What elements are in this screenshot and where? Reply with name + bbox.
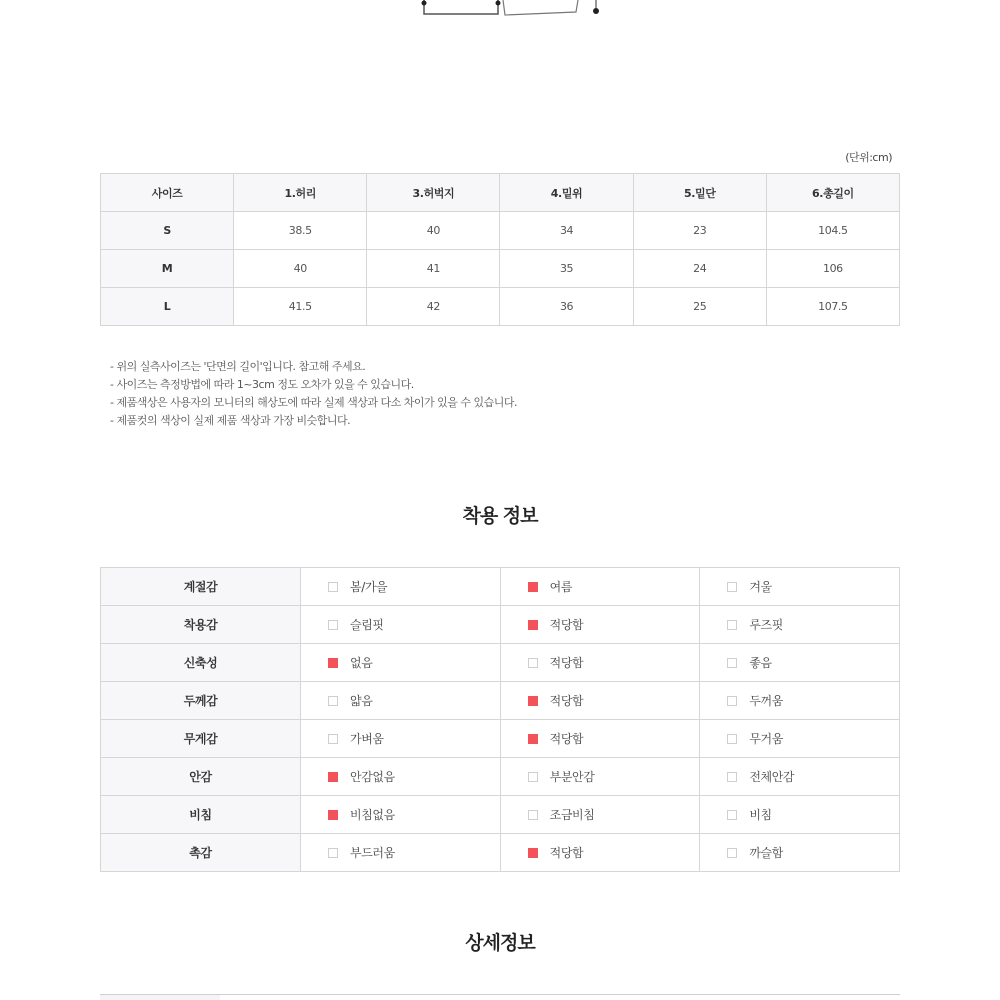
wear-option [500, 758, 700, 796]
unchecked-box-icon [328, 620, 338, 630]
wear-option-label: 적당함 [549, 656, 584, 670]
wear-option [700, 644, 900, 682]
wear-option-label: 안감없음 [350, 770, 395, 784]
wear-info-row [101, 796, 900, 834]
wear-option-label: 얇음 [350, 694, 373, 708]
wear-category-label: 두께감 [101, 682, 301, 720]
wear-info-row [101, 834, 900, 872]
size-cell: 104.5 [766, 212, 899, 250]
size-note: - 위의 실측사이즈는 '단면의 길이'입니다. 참고해 주세요. [110, 360, 366, 373]
unchecked-box-icon [727, 772, 737, 782]
unchecked-box-icon [328, 582, 338, 592]
size-row [101, 250, 900, 288]
size-note: - 제품색상은 사용자의 모니터의 해상도에 따라 실제 색상과 다소 차이가 있을 수 있습니다. [110, 396, 517, 409]
unit-note: (단위:cm) [845, 151, 892, 164]
size-note: - 제품컷의 색상이 실제 제품 색상과 가장 비슷합니다. [110, 414, 351, 427]
size-header-cell: 사이즈 [101, 174, 234, 212]
wear-category-label: 무게감 [101, 720, 301, 758]
wear-option-label: 루즈핏 [749, 618, 783, 632]
checked-box-icon [328, 658, 338, 668]
wear-option [301, 644, 501, 682]
wear-option-label: 부드러움 [350, 846, 395, 860]
unchecked-box-icon [528, 658, 538, 668]
size-cell: 25 [633, 288, 766, 326]
size-header-cell: 4.밑위 [500, 174, 633, 212]
wear-option-label: 두꺼움 [749, 694, 783, 708]
size-cell: 41.5 [234, 288, 367, 326]
size-row [101, 212, 900, 250]
unchecked-box-icon [727, 848, 737, 858]
size-header-cell: 5.밑단 [633, 174, 766, 212]
wear-info-row [101, 606, 900, 644]
wear-option-label: 슬림핏 [350, 618, 384, 632]
wear-info-title: 착용 정보 [462, 505, 538, 527]
wear-option-label: 무거움 [749, 732, 783, 746]
size-cell: 23 [633, 212, 766, 250]
wear-info-row [101, 720, 900, 758]
unchecked-box-icon [727, 810, 737, 820]
wear-option-label: 봄/가을 [350, 580, 388, 594]
wear-option-label: 겨울 [749, 580, 772, 594]
size-header-cell: 1.허리 [234, 174, 367, 212]
wear-option [301, 720, 501, 758]
checked-box-icon [328, 772, 338, 782]
wear-option [700, 568, 900, 606]
wear-option [500, 606, 700, 644]
checked-box-icon [528, 734, 538, 744]
wear-info-row [101, 682, 900, 720]
size-cell: 106 [766, 250, 899, 288]
wear-category-label: 안감 [101, 758, 301, 796]
checked-box-icon [528, 848, 538, 858]
wear-option [301, 568, 501, 606]
wear-option [700, 606, 900, 644]
size-cell: 38.5 [234, 212, 367, 250]
detail-info-title: 상세정보 [465, 932, 535, 954]
wear-option [700, 796, 900, 834]
size-cell: 107.5 [766, 288, 899, 326]
size-note: - 사이즈는 측정방법에 따라 1~3cm 정도 오차가 있을 수 있습니다. [110, 378, 414, 391]
wear-info-row [101, 568, 900, 606]
detail-table-top-border [100, 994, 900, 995]
unchecked-box-icon [727, 620, 737, 630]
wear-option-label: 적당함 [549, 618, 584, 632]
wear-option-label: 적당함 [549, 694, 584, 708]
wear-option [301, 796, 501, 834]
wear-option [700, 834, 900, 872]
unchecked-box-icon [727, 658, 737, 668]
wear-option-label: 까슬함 [749, 846, 783, 860]
wear-option-label: 부분안감 [549, 770, 595, 784]
wear-option [500, 644, 700, 682]
wear-option-label: 좋음 [749, 656, 772, 670]
checked-box-icon [528, 696, 538, 706]
size-cell: 42 [367, 288, 500, 326]
size-table-header-row [101, 174, 900, 212]
size-label: L [101, 288, 234, 326]
wear-option-label: 비침 [749, 808, 772, 822]
size-cell: 40 [367, 212, 500, 250]
detail-table-header-cell [100, 995, 220, 1000]
unchecked-box-icon [727, 582, 737, 592]
wear-option [500, 720, 700, 758]
unchecked-box-icon [727, 734, 737, 744]
wear-category-label: 신축성 [101, 644, 301, 682]
wear-option-label: 적당함 [549, 732, 584, 746]
size-cell: 40 [234, 250, 367, 288]
checked-box-icon [328, 810, 338, 820]
wear-option-label: 비침없음 [350, 808, 395, 822]
size-header-cell: 3.허벅지 [367, 174, 500, 212]
wear-option [500, 834, 700, 872]
unchecked-box-icon [328, 734, 338, 744]
checked-box-icon [528, 582, 538, 592]
wear-option [301, 834, 501, 872]
size-cell: 24 [633, 250, 766, 288]
wear-option-label: 전체안감 [749, 770, 795, 784]
size-label: S [101, 212, 234, 250]
size-header-cell: 6.총길이 [766, 174, 899, 212]
wear-info-table [100, 567, 900, 872]
size-cell: 41 [367, 250, 500, 288]
wear-option [700, 682, 900, 720]
size-table [100, 173, 900, 326]
checked-box-icon [528, 620, 538, 630]
size-cell: 36 [500, 288, 633, 326]
unchecked-box-icon [528, 772, 538, 782]
size-label: M [101, 250, 234, 288]
size-cell: 34 [500, 212, 633, 250]
wear-option [700, 758, 900, 796]
unchecked-box-icon [528, 810, 538, 820]
size-notes [110, 358, 517, 430]
wear-option [500, 682, 700, 720]
wear-info-row [101, 758, 900, 796]
size-diagram-fragment [0, 0, 1000, 20]
wear-category-label: 착용감 [101, 606, 301, 644]
wear-option [700, 720, 900, 758]
wear-option [500, 796, 700, 834]
unchecked-box-icon [727, 696, 737, 706]
wear-option [301, 606, 501, 644]
unchecked-box-icon [328, 848, 338, 858]
wear-option [500, 568, 700, 606]
wear-option-label: 없음 [350, 656, 373, 670]
wear-category-label: 촉감 [101, 834, 301, 872]
wear-category-label: 계절감 [101, 568, 301, 606]
wear-category-label: 비침 [101, 796, 301, 834]
size-row [101, 288, 900, 326]
wear-option-label: 여름 [549, 580, 573, 594]
wear-info-row [101, 644, 900, 682]
wear-option-label: 가벼움 [350, 732, 384, 746]
unchecked-box-icon [328, 696, 338, 706]
size-cell: 35 [500, 250, 633, 288]
wear-option-label: 적당함 [549, 846, 584, 860]
wear-option [301, 758, 501, 796]
wear-option [301, 682, 501, 720]
wear-option-label: 조금비침 [549, 808, 595, 822]
